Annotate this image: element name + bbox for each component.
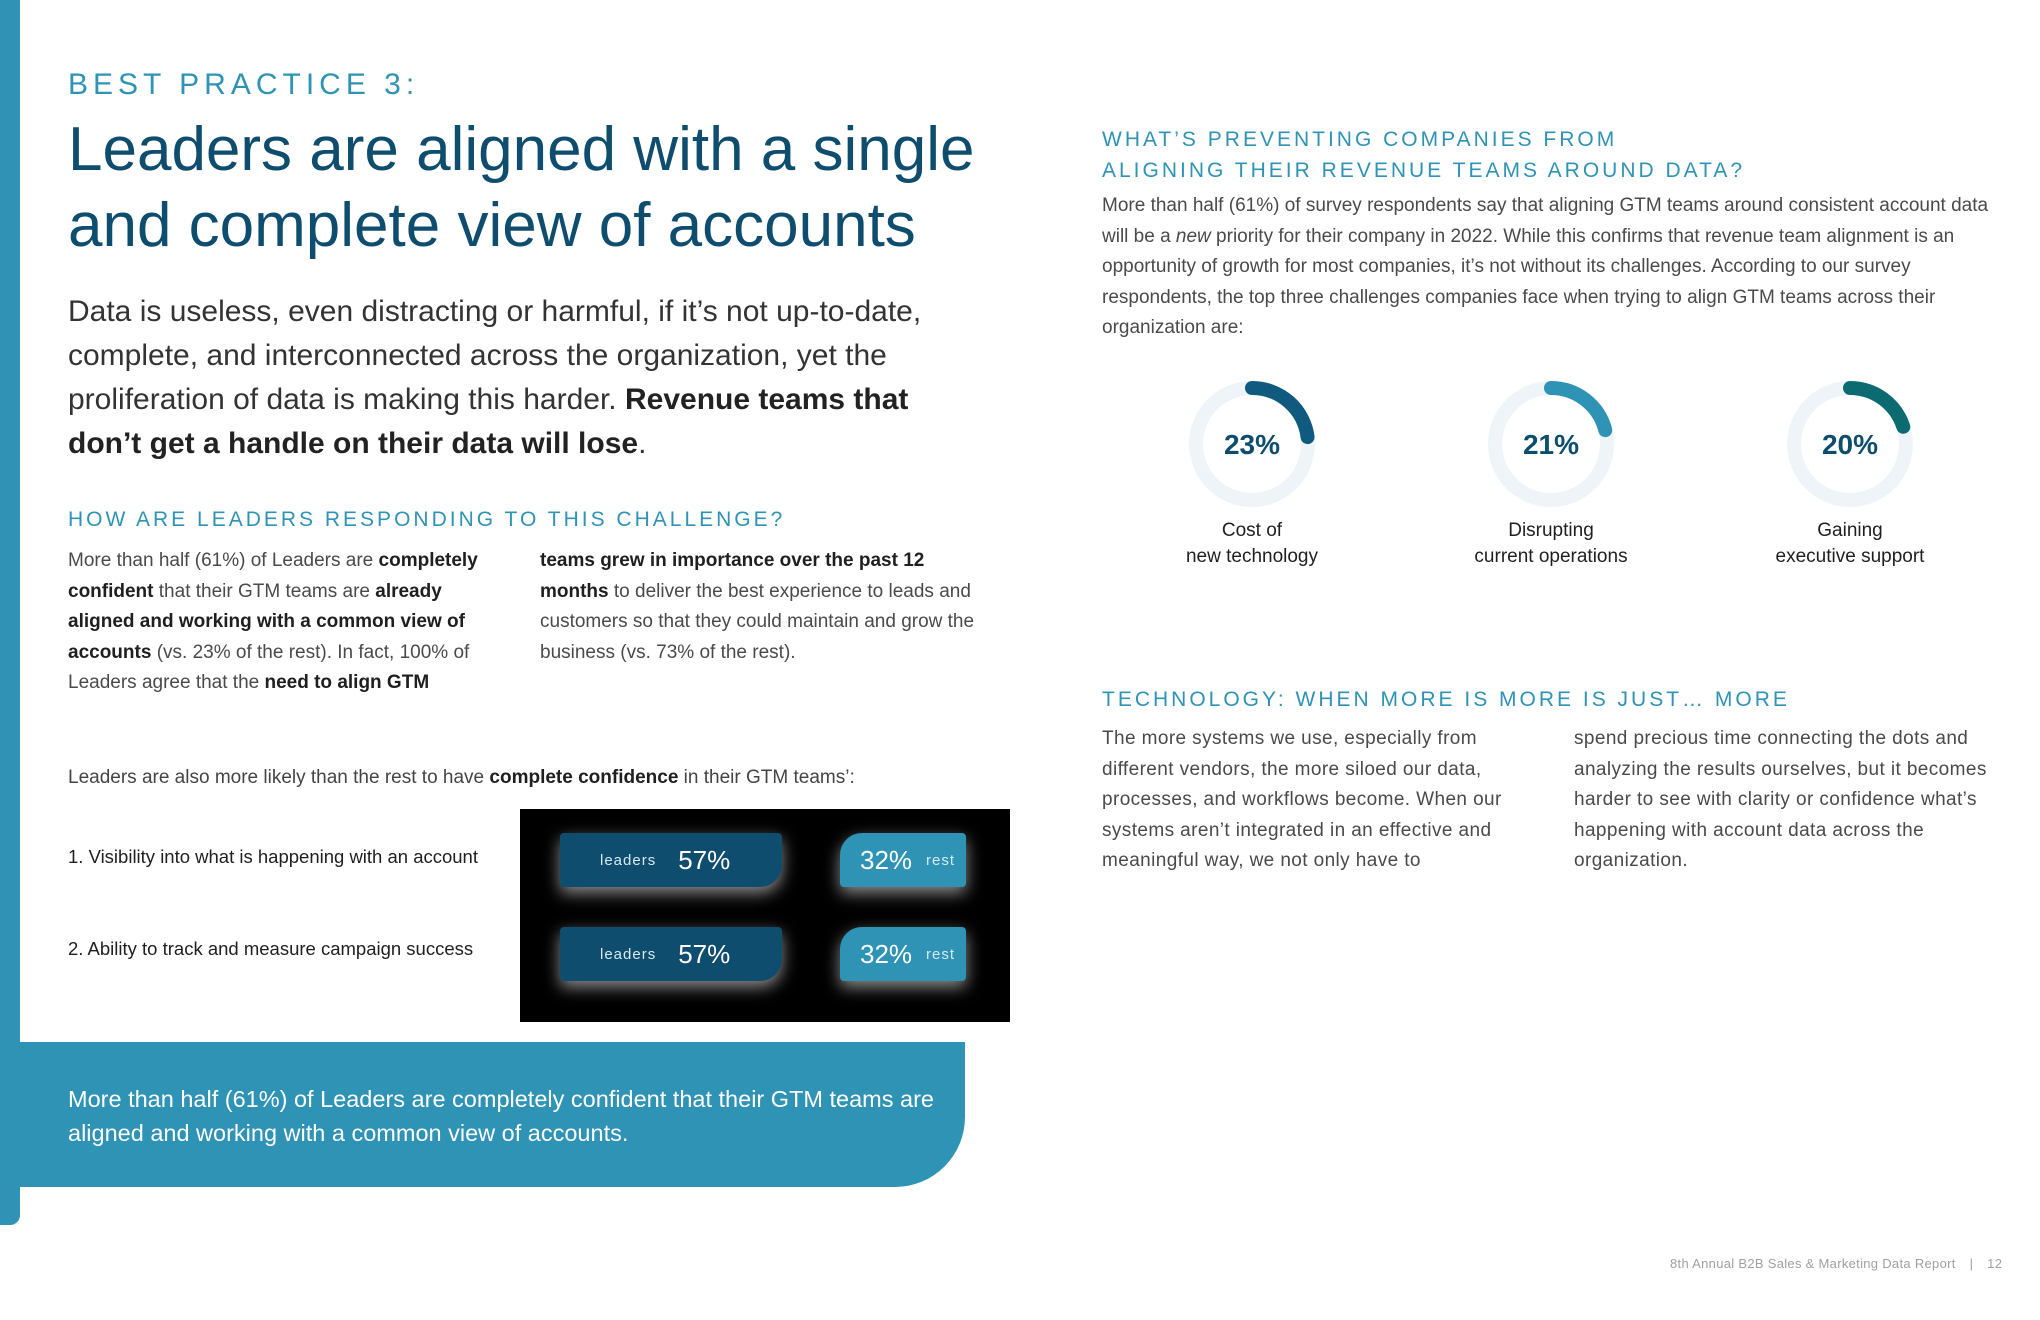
leaders-bar-2: [560, 927, 782, 981]
technology-column-1: The more systems we use, especially from different vendors, the more siloed our data, processes, and workflows become. When our systems aren’t integrated in an effective and meaningful way, we not only have to: [1102, 728, 1502, 871]
donut-chart-executive: [1700, 376, 2000, 570]
callout-box: [20, 1042, 965, 1187]
donut-value-label: 23%: [1223, 429, 1281, 460]
donut-label-line: current operations: [1474, 546, 1628, 567]
text: priority for their company in 2022. While this confirms that revenue team alignment is an opportunity of growth for most companies, it’s not without its challenges. According to our survey respondents, the top three challenges companies face when trying to align GTM teams across their organization are:: [1102, 225, 1955, 338]
rest-tag: rest: [926, 945, 956, 963]
donut-label-line: new technology: [1185, 546, 1319, 567]
donut-chart-disrupting: [1401, 376, 1701, 570]
title-line-1: Leaders are aligned with a single: [68, 115, 975, 184]
bold-text: completely confident: [68, 550, 478, 602]
donut-svg: [1782, 376, 1918, 512]
text: More than half (61%) of Leaders are: [68, 550, 379, 571]
intro-end: .: [638, 427, 647, 460]
donut-label-line: Cost of: [1221, 520, 1283, 541]
metric-label-visibility: 1. Visibility into what is happening with an account: [68, 846, 478, 867]
bold-text: complete confidence: [489, 767, 679, 788]
page-footer: [1670, 1256, 2002, 1271]
text: More than half (61%) of survey respondents say that aligning GTM teams around consistent account data will be a: [1102, 195, 1989, 247]
italic-text: new: [1175, 225, 1211, 247]
title-line-2: and complete view of accounts: [68, 191, 916, 260]
left-accent-bar: [0, 0, 20, 1225]
rest-value: 32%: [860, 938, 913, 969]
bold-text: teams grew in importance over the past 12 months: [540, 550, 925, 602]
donut-label-line: executive support: [1775, 546, 1925, 567]
donut-category-label: [1102, 518, 1402, 570]
text: (vs. 23% of the rest). In fact, 100% of Leaders agree that the: [68, 641, 470, 693]
footer-report-title: 8th Annual B2B Sales & Marketing Data Report: [1670, 1256, 1956, 1271]
footer-separator: |: [1969, 1256, 1974, 1271]
rest-bar-1: [840, 833, 966, 887]
leaders-tag: leaders: [600, 945, 657, 963]
best-practice-label: BEST PRACTICE 3:: [68, 68, 420, 101]
comparison-bars-panel: [520, 809, 1010, 1022]
how-heading: HOW ARE LEADERS RESPONDING TO THIS CHALLENGE?: [68, 508, 786, 531]
how-column-1: [68, 546, 508, 699]
prevent-heading: [1102, 124, 1802, 186]
technology-heading: TECHNOLOGY: WHEN MORE IS MORE IS JUST… MORE: [1102, 688, 1790, 711]
how-column-2: [540, 546, 980, 668]
metric-label-campaign: 2. Ability to track and measure campaign success: [68, 938, 474, 959]
donut-svg: [1184, 376, 1320, 512]
text: that their GTM teams are: [153, 580, 376, 602]
rest-tag: rest: [926, 851, 956, 869]
prevent-body: [1102, 191, 2007, 344]
leaders-value: 57%: [678, 844, 731, 875]
also-line: [68, 767, 968, 789]
intro-bold: Revenue teams that don’t get a handle on their data will lose: [68, 383, 909, 460]
donut-label-line: Disrupting: [1508, 520, 1594, 541]
donut-value-label: 21%: [1522, 429, 1580, 460]
donut-svg: [1483, 376, 1619, 512]
bold-text: already aligned and working with a common view of accounts: [68, 580, 465, 663]
intro-text: Data is useless, even distracting or harmful, if it’s not up-to-date, complete, and interconnected across the organization, yet the proliferation of data is making this harder.: [68, 295, 922, 416]
donut-category-label: [1700, 518, 2000, 570]
text: Leaders are also more likely than the rest to have: [68, 767, 490, 788]
leaders-bar-1: [560, 833, 782, 887]
donut-label-line: Gaining: [1817, 520, 1883, 541]
leaders-tag: leaders: [600, 851, 657, 869]
intro-paragraph: [68, 290, 968, 466]
heading-line-1: WHAT’S PREVENTING COMPANIES FROM: [1102, 128, 1618, 151]
rest-value: 32%: [860, 844, 913, 875]
page-number: 12: [1987, 1256, 2003, 1271]
donut-category-label: [1401, 518, 1701, 570]
leaders-value: 57%: [678, 938, 731, 969]
text: in their GTM teams’:: [678, 767, 855, 788]
rest-bar-2: [840, 927, 966, 981]
text: to deliver the best experience to leads and customers so that they could maintain and grow the business (vs. 73% of the rest).: [540, 580, 975, 663]
bold-text: need to align GTM: [264, 672, 430, 693]
donut-value-label: 20%: [1821, 429, 1879, 460]
heading-line-2: ALIGNING THEIR REVENUE TEAMS AROUND DATA?: [1102, 159, 1746, 182]
technology-column-2: spend precious time connecting the dots and analyzing the results ourselves, but it becomes harder to see with clarity or confidence what’s happening with account data across the organization.: [1574, 728, 1987, 871]
page-title: [68, 112, 1028, 264]
callout-text: More than half (61%) of Leaders are completely confident that their GTM teams are aligned and working with a common view of accounts.: [68, 1086, 935, 1146]
donut-chart-cost: [1102, 376, 1402, 570]
